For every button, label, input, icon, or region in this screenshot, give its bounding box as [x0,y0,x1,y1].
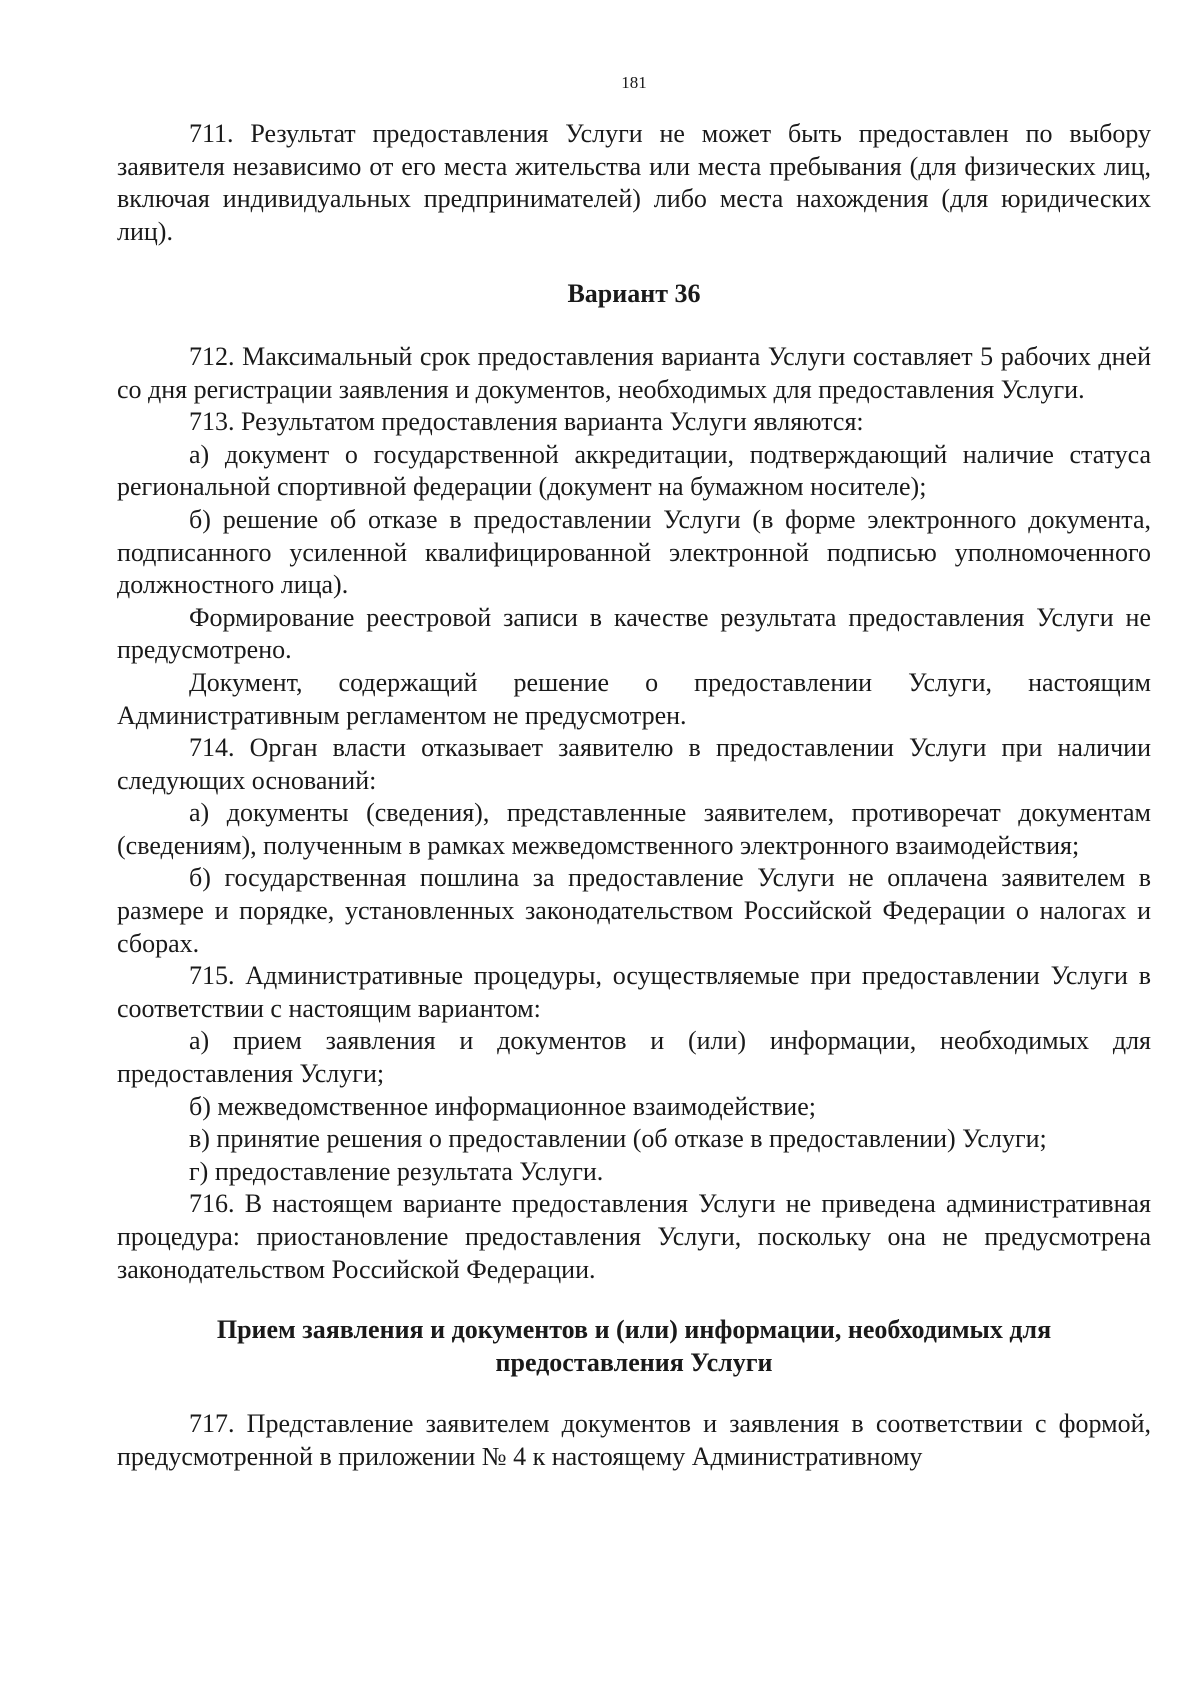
paragraph-715-b: б) межведомственное информационное взаимодействие; [189,1091,816,1121]
paragraph-713: 713. Результатом предоставления варианта Услуги являются: [189,407,864,437]
paragraph-715-a: а) прием заявления и документов и (или) информации, необходимых для предоставления Услуги; [117,1026,1151,1089]
paragraph-registry-record: Формирование реестровой записи в качестве результата предоставления Услуги не предусмотрено. [117,602,1151,665]
paragraph-715: 715. Административные процедуры, осуществляемые при предоставлении Услуги в соответствии с настоящим вариантом: [117,961,1151,1023]
section-heading-variant-36: Вариант 36 [567,279,701,309]
page-number: 181 [621,73,647,92]
paragraph-decision-document: Документ, содержащий решение о предоставлении Услуги, настоящим Административным регламентом не предусмотрен. [117,667,1151,730]
section-heading-reception-line1: Прием заявления и документов и (или) информации, необходимых для [216,1315,1052,1345]
section-heading-reception-line2: предоставления Услуги [495,1347,773,1377]
paragraph-714-a: а) документы (сведения), представленные заявителем, противоречат документам (сведениям), полученным в рамках межведомственного электронного взаимодействия; [117,798,1151,860]
paragraph-715-v: в) принятие решения о предоставлении (об отказе в предоставлении) Услуги; [189,1124,1047,1154]
paragraph-711: 711. Результат предоставления Услуги не может быть предоставлен по выбору заявителя независимо от его места жительства или места пребывания (для физических лиц, включая индивидуальных предпринимателей) либо места нахождения (для юридических лиц). [117,119,1151,246]
paragraph-716: 716. В настоящем варианте предоставления Услуги не приведена административная процедура: приостановление предоставления Услуги, поскольку она не предусмотрена законодательством Российской Федерации. [117,1189,1151,1284]
paragraph-713-a: а) документ о государственной аккредитации, подтверждающий наличие статуса региональной спортивной федерации (документ на бумажном носителе); [117,439,1151,502]
paragraph-717: 717. Представление заявителем документов и заявления в соответствии с формой, предусмотренной в приложении № 4 к настоящему Административному [117,1409,1151,1471]
paragraph-714: 714. Орган власти отказывает заявителю в предоставлении Услуги при наличии следующих оснований: [117,733,1151,795]
document-body [117,118,1151,1474]
paragraph-715-g: г) предоставление результата Услуги. [189,1156,604,1186]
paragraph-713-b: б) решение об отказе в предоставлении Услуги (в форме электронного документа, подписанного усиленной квалифицированной электронной подписью уполномоченного должностного лица). [117,504,1151,600]
paragraph-714-b: б) государственная пошлина за предоставление Услуги не оплачена заявителем в размере и порядке, установленных законодательством Российской Федерации о налогах и сборах. [117,863,1151,958]
paragraph-712: 712. Максимальный срок предоставления варианта Услуги составляет 5 рабочих дней со дня регистрации заявления и документов, необходимых для предоставления Услуги. [117,341,1151,404]
